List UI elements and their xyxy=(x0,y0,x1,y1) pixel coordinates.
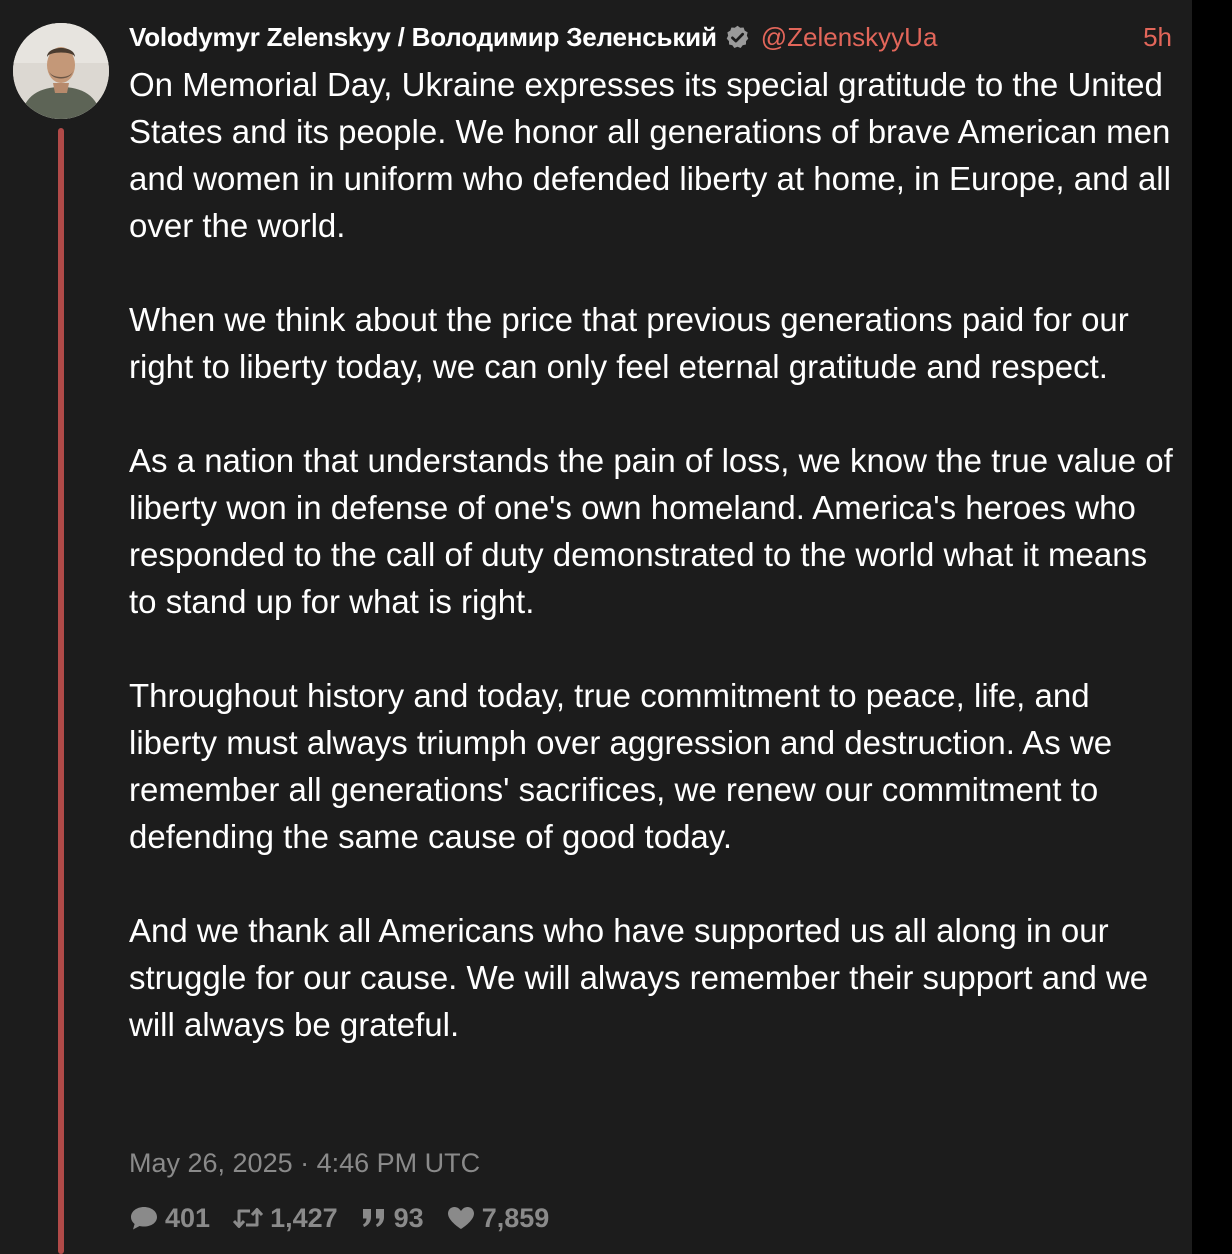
reply-count: 401 xyxy=(165,1202,211,1233)
post-paragraph: On Memorial Day, Ukraine expresses its special gratitude to the United States and its people. We honor all generations of brave American men and women in uniform who defended liberty at home, in Europe, and all over the world. xyxy=(129,66,1171,244)
quote-icon xyxy=(360,1206,388,1230)
post-paragraph: Throughout history and today, true commitment to peace, life, and liberty must always triumph over aggression and destruction. As we remember all generations' sacrifices, we renew our commitment to defending the same cause of good today. xyxy=(129,677,1113,855)
thread-line xyxy=(58,128,64,1254)
comment-icon xyxy=(129,1205,159,1231)
repost-stat[interactable] xyxy=(232,1203,338,1234)
verified-badge-icon xyxy=(724,24,751,51)
like-count: 7,859 xyxy=(481,1202,550,1233)
quote-count: 93 xyxy=(393,1202,424,1233)
heart-icon xyxy=(446,1205,476,1231)
post-stats xyxy=(129,1198,571,1238)
right-gutter xyxy=(1192,0,1232,1254)
relative-time[interactable]: 5h xyxy=(1143,21,1172,52)
quote-stat[interactable] xyxy=(360,1203,424,1234)
repost-icon xyxy=(232,1205,264,1231)
avatar-photo xyxy=(13,23,109,119)
post-header xyxy=(129,18,1172,56)
post-timestamp[interactable]: May 26, 2025 · 4:46 PM UTC xyxy=(129,1148,481,1178)
avatar[interactable] xyxy=(13,23,109,119)
post-paragraph: And we thank all Americans who have supported us all along in our struggle for our cause. We will always remember their support and we will always be grateful. xyxy=(129,912,1149,1043)
author-name[interactable]: Volodymyr Zelenskyy / Володимир Зеленський xyxy=(129,21,717,52)
post-paragraph: As a nation that understands the pain of loss, we know the true value of liberty won in defense of one's own homeland. America's heroes who responded to the call of duty demonstrated to the world what it means to stand up for what is right. xyxy=(129,442,1173,620)
author-handle[interactable]: @ZelenskyyUa xyxy=(760,21,938,52)
post-body xyxy=(129,61,1179,1048)
reply-stat[interactable] xyxy=(129,1203,210,1234)
repost-count: 1,427 xyxy=(270,1202,338,1233)
post-paragraph: When we think about the price that previous generations paid for our right to liberty today, we can only feel eternal gratitude and respect. xyxy=(129,301,1129,385)
like-stat[interactable] xyxy=(446,1203,550,1234)
